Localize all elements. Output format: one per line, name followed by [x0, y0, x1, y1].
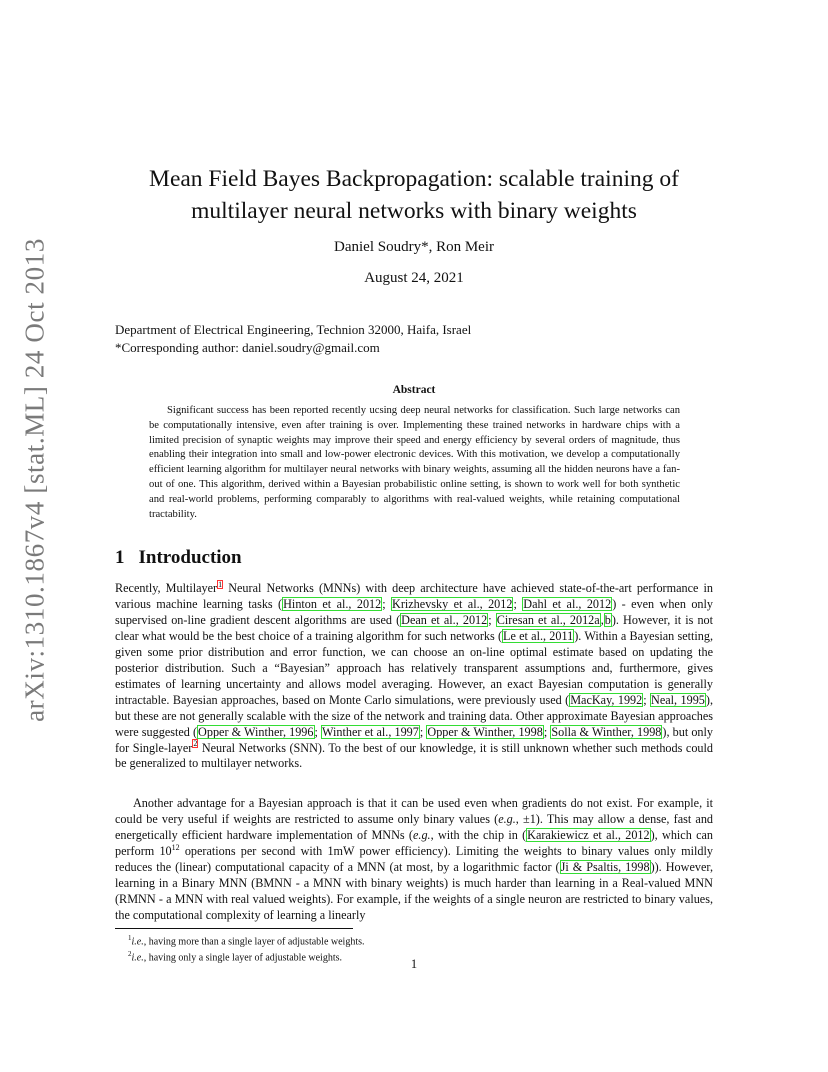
text-run-italic: e.g. [498, 811, 516, 826]
footnote-mark: 2 [128, 950, 132, 959]
citation-link[interactable]: Hinton et al., 2012 [283, 596, 382, 611]
text-run: ; [513, 596, 523, 611]
affiliation: Department of Electrical Engineering, Technion 32000, Haifa, Israel [115, 322, 472, 337]
text-run: ). Within a Bayesian setting, given some prior distribution and error function, we can choose an on-line optimal estimate based on updating the posterior distribution. Such a “Bayesian” approach has relatively transparent assumptions and, furthermore, gives estimates of learning uncertainty and allows model averaging. However, an exact Bayesian computation is generally intractable. Bayesian approaches, based on Monte Carlo simulations, were previously used ( [115, 628, 713, 707]
authors: Daniel Soudry*, Ron Meir [334, 239, 494, 255]
text-run: ; [488, 612, 496, 627]
footnote-divider [115, 928, 353, 929]
citation-link[interactable]: Karakiewicz et al., 2012 [527, 827, 650, 842]
text-run: , with the chip in ( [430, 827, 527, 842]
text-run: ; [382, 596, 392, 611]
text-run: Recently, Multilayer [115, 581, 218, 595]
citation-link[interactable]: Ji & Psaltis, 1998 [560, 859, 650, 874]
citation-link[interactable]: Ciresan et al., 2012a [496, 612, 600, 627]
title-line-2: multilayer neural networks with binary weights [191, 198, 637, 224]
citation-link[interactable]: Opper & Winther, 1998 [427, 724, 543, 739]
citation-link[interactable]: Dean et al., 2012 [401, 612, 488, 627]
intro-paragraph-2 [115, 796, 713, 924]
citation-link[interactable]: Krizhevsky et al., 2012 [392, 596, 513, 611]
text-run: ; [314, 724, 322, 739]
footnote-ref-1[interactable]: 1 [218, 579, 223, 589]
section-heading-introduction [115, 547, 242, 569]
page-number: 1 [410, 957, 418, 971]
text-run: Neural Networks (MNNs) with deep architecture have achieved state-of-the-art performance in various machine learning tasks ( [115, 581, 713, 611]
citation-link[interactable]: Neal, 1995 [651, 692, 705, 707]
arxiv-identifier-text: arXiv:1310.1867v4 [stat.ML] 24 Oct 2013 [19, 238, 50, 722]
text-run: ), but these are not generally scalable with the size of the network and training data. Other approximate Bayesian approaches were suggested ( [115, 692, 714, 739]
footnote-abbr: i.e. [131, 936, 144, 948]
citation-link[interactable]: MacKay, 1992 [570, 692, 643, 707]
title-line-1: Mean Field Bayes Backpropagation: scalable training of [149, 166, 679, 192]
footnote-text: , having more than a single layer of adjustable weights. [143, 936, 365, 948]
citation-link[interactable]: Opper & Winther, 1996 [198, 724, 314, 739]
text-run: ). However, it is not clear what would be the best choice of a training algorithm for such networks ( [115, 612, 714, 643]
exponent: 12 [171, 842, 180, 852]
footnote-abbr: i.e. [131, 952, 144, 964]
text-run: ; [643, 692, 651, 707]
text-run: Neural Networks (SNN). To the best of our knowledge, it is still unknown whether such methods could be generalized to multilayer networks. [115, 740, 713, 771]
text-run: )). However, learning in a Binary MNN (BMNN - a MNN with binary weights) is much harder than learning in a Real-valued MNN (RMNN - a MNN with real valued weights). For example, if the weights of a single neuron are restricted to binary values, the computational complexity of learning a linearly [115, 859, 713, 922]
text-run: ; [543, 724, 551, 739]
affiliation-block [115, 321, 471, 357]
arxiv-identifier-stamp [12, 0, 58, 1072]
section-number: 1 [115, 547, 125, 568]
footnote-mark: 1 [128, 934, 132, 942]
citation-link[interactable]: b [604, 612, 611, 627]
paper-title [115, 163, 713, 227]
corresponding-author: *Corresponding author: daniel.soudry@gmail.com [115, 340, 380, 355]
footnote-1 [128, 932, 365, 948]
footnote-text: , having only a single layer of adjustable weights. [143, 952, 343, 964]
abstract-heading: Abstract [392, 384, 436, 396]
citation-link[interactable]: Solla & Winther, 1998 [551, 724, 662, 739]
section-title: Introduction [138, 547, 242, 568]
text-run: ) - even when only supervised on-line gradient descent algorithms are used ( [115, 596, 713, 627]
text-run: ), which can perform 10 [115, 827, 713, 858]
text-run: ; [419, 724, 427, 739]
citation-link[interactable]: Le et al., 2011 [503, 628, 574, 643]
citation-link[interactable]: Dahl et al., 2012 [523, 596, 612, 611]
citation-link[interactable]: Winther et al., 1997 [322, 724, 419, 739]
abstract-text: Significant success has been reported recently ucsing deep neural networks for classification. Such large networks can be computationally intensive, even after training is over. Implementing these trained networks in hardware chips with a limited precision of synaptic weights may improve their speed and energy efficiency by several orders of magnitude, thus enabling their integration into small and low-power electronic devices. With this motivation, we develop a computationally efficient learning algorithm for multilayer neural networks with binary weights, assuming all the hidden neurons have a fan-out of one. This algorithm, derived within a Bayesian probabilistic online setting, is shown to work well for both synthetic and real-world problems, performing comparably to algorithms with real-valued weights, while retaining computational tractability. [149, 405, 680, 520]
text-run: Another advantage for a Bayesian approach is that it can be used even when gradients do not exist. For example, it could be very useful if weights are restricted to assume only binary values ( [115, 796, 713, 826]
text-run: , ±1). This may allow a dense, fast and energetically efficient hardware implementation of MNNs ( [115, 811, 714, 842]
publication-date: August 24, 2021 [364, 270, 464, 286]
intro-paragraph-1 [115, 581, 713, 772]
text-run-italic: e.g. [413, 827, 431, 842]
text-run: operations per second with 1mW power efficiency). Limiting the weights to binary values only mildly reduces the (linear) computational capacity of a MNN (at most, by a logarithmic factor ( [115, 843, 713, 874]
text-run: ), but only for Single-layer [115, 724, 713, 755]
text-run: , [600, 612, 604, 627]
footnote-ref-2[interactable]: 2 [193, 739, 198, 749]
